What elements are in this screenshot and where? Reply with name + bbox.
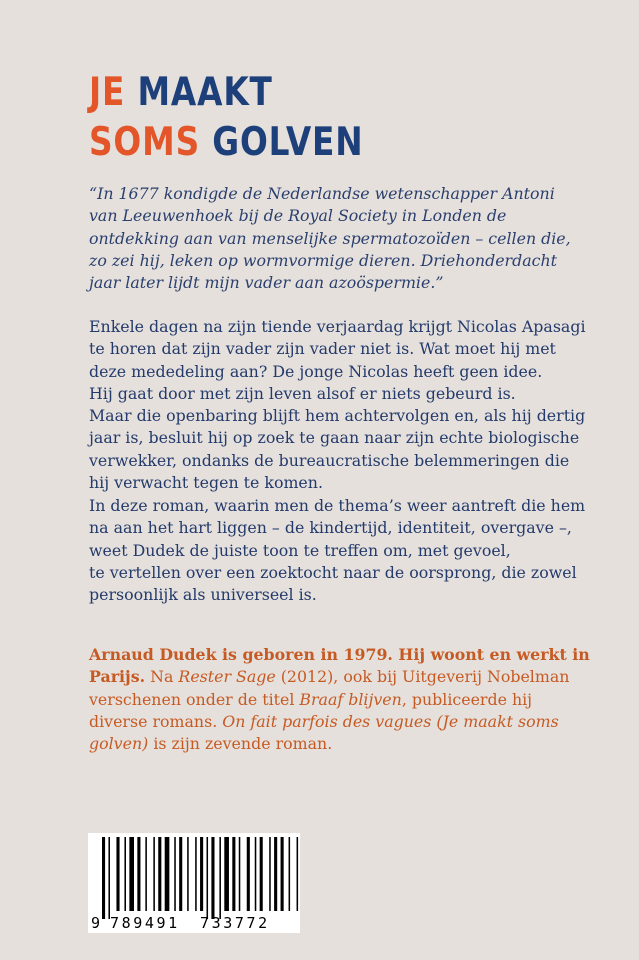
- barcode-bar: [153, 837, 155, 911]
- barcode-bar: [195, 837, 197, 911]
- barcode-bar: [200, 837, 203, 911]
- barcode-digit-first: 9: [91, 914, 101, 932]
- title-word-golven: GOLVEN: [212, 120, 364, 165]
- bio-line: [89, 689, 559, 711]
- title-word-soms: SOMS: [89, 120, 200, 165]
- paragraph-line: te horen dat zijn vader zijn vader niet is. Wat moet hij met: [89, 339, 556, 359]
- paragraph-line: Hij gaat door met zijn leven alsof er niets gebeurd is.: [89, 383, 516, 403]
- title-line-1: [89, 68, 364, 118]
- bio-text: , publiceerde hij: [401, 689, 533, 709]
- author-bio: [89, 644, 590, 755]
- title-line-2: [89, 118, 364, 168]
- opening-quote: [89, 183, 571, 294]
- barcode-bar: [297, 837, 299, 911]
- paragraph-line: weet Dudek de juiste toon te treffen om, met gevoel,: [89, 540, 511, 560]
- paragraph-line: Maar die openbaring blijft hem achtervolgen en, als hij dertig: [89, 406, 586, 426]
- bio-line: [89, 666, 570, 688]
- barcode-digits-left: 789491: [110, 914, 180, 932]
- barcode-bar: [260, 837, 263, 911]
- title-word-maakt: MAAKT: [137, 70, 273, 115]
- bio-book-title: On fait parfois des vagues (Je maakt soms: [222, 711, 559, 731]
- paragraph-line: te vertellen over een zoektocht naar de oorsprong, die zowel: [89, 562, 577, 582]
- barcode-digits-right: 733772: [200, 914, 270, 932]
- quote-line: ontdekking aan van menselijke spermatozoïden – cellen die,: [89, 228, 571, 248]
- barcode-bars: [102, 837, 300, 919]
- barcode-bar: [211, 837, 214, 919]
- paragraph-line: Enkele dagen na zijn tiende verjaardag krijgt Nicolas Apasagi: [89, 317, 586, 336]
- paragraph-line: deze mededeling aan? De jonge Nicolas heeft geen idee.: [89, 361, 543, 381]
- title-word-je: JE: [89, 70, 126, 115]
- synopsis-paragraph-1: [89, 316, 586, 494]
- barcode-bar: [274, 837, 277, 911]
- barcode-bar: [145, 837, 147, 911]
- barcode-bar: [269, 837, 271, 911]
- bio-text: is zijn zevende roman.: [148, 734, 333, 754]
- barcode-bar: [255, 837, 257, 911]
- book-title: [89, 68, 364, 168]
- barcode-bar: [232, 837, 235, 911]
- bio-line: [89, 733, 559, 755]
- barcode-bar: [187, 837, 189, 911]
- bio-text: (2012), ook bij Uitgeverij Nobelman: [275, 667, 570, 687]
- bio-line: [89, 644, 590, 666]
- quote-line: jaar later lijdt mijn vader aan azoöspermie.”: [89, 273, 444, 293]
- barcode-bar: [158, 837, 161, 911]
- quote-line: zo zei hij, leken op wormvormige dieren. Driehonderdacht: [89, 250, 558, 270]
- barcode-bar: [165, 837, 170, 911]
- barcode-bar: [281, 837, 284, 911]
- synopsis-paragraph-2: [89, 495, 586, 606]
- paragraph-line: In deze roman, waarin men de thema’s weer aantreft die hem: [89, 496, 586, 515]
- bio-bold-text: Parijs.: [89, 667, 146, 687]
- barcode-bar: [124, 837, 126, 911]
- barcode-bar: [179, 837, 182, 911]
- bio-text: Na: [145, 667, 179, 687]
- barcode-bar: [116, 837, 119, 911]
- isbn-barcode: [88, 833, 300, 933]
- paragraph-line: hij verwacht tegen te komen.: [89, 473, 323, 493]
- bio-text: diverse romans.: [89, 711, 223, 731]
- paragraph-line: na aan het hart liggen – de kindertijd, identiteit, overgave –,: [89, 518, 572, 538]
- barcode-bar: [102, 837, 105, 919]
- bio-bold-text: Arnaud Dudek is geboren in 1979. Hij woont en werkt in: [89, 645, 590, 664]
- quote-line: van Leeuwenhoek bij de Royal Society in Londen de: [89, 206, 507, 226]
- barcode-bar: [207, 837, 209, 919]
- barcode-bar: [137, 837, 140, 911]
- barcode-bar: [239, 837, 241, 911]
- barcode-bar: [289, 837, 291, 911]
- bio-book-title: golven): [89, 734, 149, 754]
- paragraph-line: jaar is, besluit hij op zoek te gaan naar zijn echte biologische: [89, 428, 580, 448]
- barcode-bar: [219, 837, 221, 919]
- barcode-bar: [108, 837, 110, 919]
- quote-line: “In 1677 kondigde de Nederlandse wetenschapper Antoni: [89, 184, 555, 203]
- bio-book-title: Rester Sage: [178, 667, 276, 687]
- bio-line: [89, 711, 559, 733]
- barcode-bar: [174, 837, 176, 911]
- paragraph-line: persoonlijk als universeel is.: [89, 585, 317, 605]
- bio-text: verschenen onder de titel: [89, 689, 300, 709]
- barcode-bar: [247, 837, 250, 911]
- paragraph-line: verwekker, ondanks de bureaucratische belemmeringen die: [89, 450, 570, 470]
- barcode-graphic: [88, 833, 300, 933]
- barcode-bar: [129, 837, 134, 911]
- bio-book-title: Braaf blijven: [299, 689, 402, 709]
- barcode-bar: [224, 837, 229, 911]
